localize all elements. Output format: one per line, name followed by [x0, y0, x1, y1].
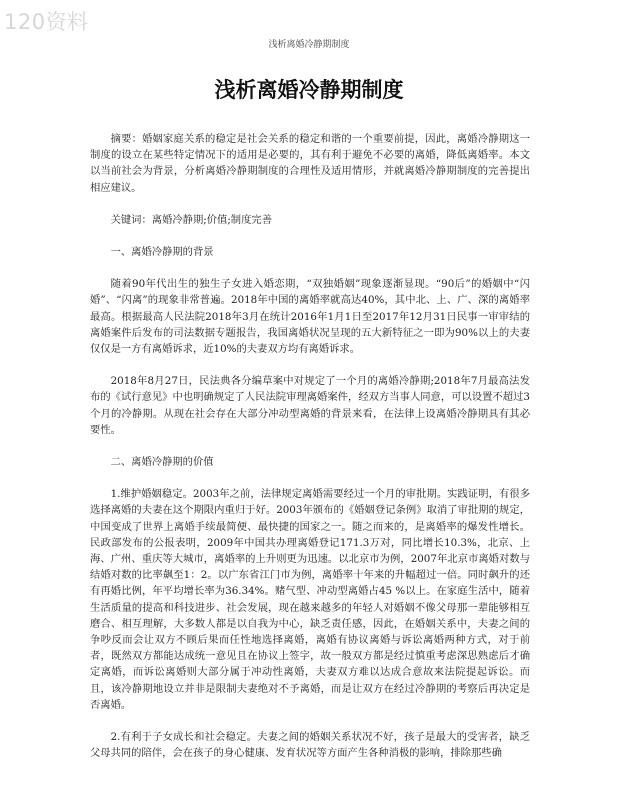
- background-paragraph-2: 2018年8月27日，民法典各分编草案中对规定了一个月的离婚冷静期;2018年7月最高法发布的《试行意见》中也明确规定了人民法院审理离婚案件，经双方当事人同意，可以设置不超过3个月的冷静期。从现在社会存在大部分冲动型离婚的背景来看，在法律上设离婚冷静期具有其必要性。: [90, 375, 530, 436]
- section-heading-background: 一、离婚冷静期的背景: [110, 246, 214, 259]
- abstract-paragraph: 摘要：婚姻家庭关系的稳定是社会关系的稳定和谐的一个重要前提，因此，离婚冷静期这一制度的设立在某些特定情况下的适用是必要的，其有利于避免不必要的离婚，降低离婚率。本文以当前社会为背景，分析离婚冷静期制度的合理性及适用情形，并就离婚冷静期制度的完善提出相应建议。: [90, 133, 530, 194]
- section-heading-value: 二、离婚冷静期的价值: [110, 456, 214, 469]
- value-paragraph-1: 1.维护婚姻稳定。2003年之前，法律规定离婚需要经过一个月的审批期。实践证明，有很多选择离婚的夫妻在这个期限内重归于好。2003年颁布的《婚姻登记条例》取消了审批期的规定，中国变成了世界上离婚手续最简便、最快捷的国家之一。随之而来的，是离婚率的爆发性增长。民政部发布的公报表明，2009年中国共办理离婚登记171.3万对，同比增长10.3%，北京、上海、广州、重庆等大城市，离婚率的上升则更为迅速。以北京市为例，2007年北京市离婚对数与结婚对数的比率飙至1：2。以广东省江门市为例，离婚率十年来的升幅超过一倍。同时飙升的还有再婚比例，年平均增长率为36.34%。赌气型、冲动型离婚占45 %以上。在家庭生活中，随着生活质量的提高和科技进步、社会发展，现在越来越多的年轻人对婚姻不像父母那一辈能够相互磨合、相互理解，大多数人都是以自我为中心，缺乏责任感，因此，在婚姻关系中，夫妻之间的争吵反而会让双方不顾后果而任性地选择离婚，离婚有协议离婚与诉讼离婚两种方式，对于前者，既然双方都能达成统一意见且在协议上签字，故一般双方都是经过慎重考虑深思熟虑后才确定离婚，而诉讼离婚则大部分属于冲动性离婚，夫妻双方难以达成合意故来法院提起诉讼。而且，该冷静期地设立并非是限制夫妻绝对不予离婚，而是让双方在经过冷静期的考察后再决定是否离婚。: [90, 488, 530, 711]
- running-header: 浅析离婚冷静期制度: [268, 40, 350, 50]
- keywords-line: 关键词：离婚冷静期;价值;制度完善: [110, 213, 272, 226]
- value-paragraph-2: 2.有利于子女成长和社会稳定。夫妻之间的婚姻关系状况不好，孩子是最大的受害者，缺乏父母共同的陪伴，会在孩子的身心健康、发育状况等方面产生各种消极的影响，排除那些确: [90, 731, 530, 760]
- background-paragraph-1: 随着90年代出生的独生子女进入婚恋期，“双独婚姻”现象逐渐显现。“90后”的婚姻中“闪婚”、“闪离”的现象非常普遍。2018年中国的离婚率就高达40%，其中北、上、广、深的离婚率最高。根据最高人民法院2018年3月在统计2016年1月1日至2017年12月31日民事一审审结的离婚案件后发布的司法数据专题报告，我国离婚状况呈现的五大新特征之一即为90%以上的夫妻仅仅是一方有离婚诉求，近10%的夫妻双方均有离婚诉求。: [90, 278, 530, 356]
- document-body: [90, 131, 530, 762]
- page-title: 浅析离婚冷静期制度: [214, 78, 404, 102]
- watermark-logo: 120资料: [4, 10, 89, 34]
